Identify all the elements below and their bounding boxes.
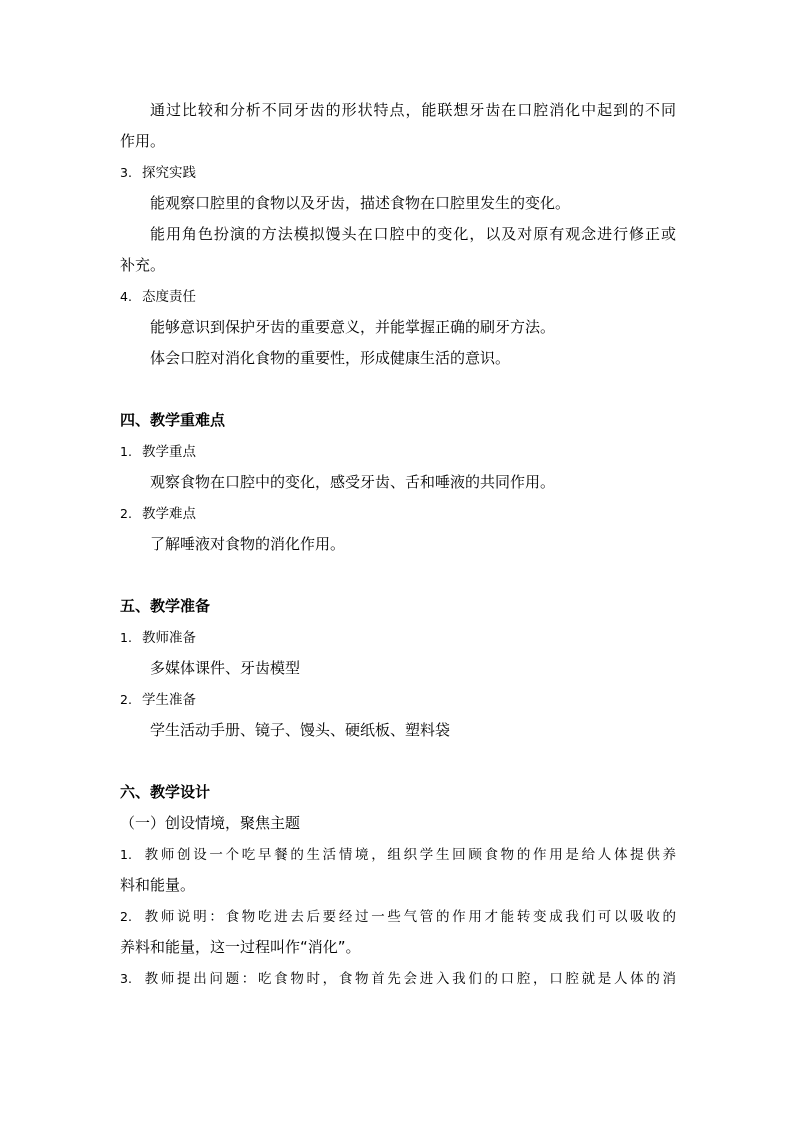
s6-p1-line1	[120, 839, 676, 870]
s6-p3-line1	[120, 963, 676, 994]
s6-p2-line2: 养料和能量，这一过程叫作“消化”。	[120, 938, 361, 956]
paragraph-feel: 体会口腔对消化食物的重要性，形成健康生活的意识。	[150, 349, 511, 367]
spacer	[120, 746, 676, 777]
paragraph-compare-line2: 作用。	[120, 132, 166, 150]
s4-item2-number: 2.	[120, 506, 132, 521]
s4-item2-title: 教学难点	[142, 506, 196, 522]
s6-p1-text1: 教师创设一个吃早餐的生活情境，组织学生回顾食物的作用是给人体提供养	[142, 847, 676, 863]
s5-item1-title: 教师准备	[142, 630, 196, 646]
item4-title: 态度责任	[142, 289, 196, 305]
s4-item2-text: 了解唾液对食物的消化作用。	[150, 535, 346, 553]
section4-heading: 四、教学重难点	[120, 411, 226, 429]
spacer	[120, 560, 676, 591]
s6-subheading: （一）创设情境，聚焦主题	[120, 814, 301, 832]
s4-item1-title: 教学重点	[142, 444, 196, 460]
s5-item1-text: 多媒体课件、牙齿模型	[150, 659, 301, 677]
section5-heading: 五、教学准备	[120, 597, 211, 615]
item4-number: 4.	[120, 289, 132, 304]
s6-p3-number: 3.	[120, 971, 132, 986]
s5-item2-title: 学生准备	[142, 692, 196, 708]
s6-p2-text1: 教师说明：食物吃进去后要经过一些气管的作用才能转变成我们可以吸收的	[142, 909, 676, 925]
s5-item2-heading	[120, 684, 676, 715]
item3-title: 探究实践	[142, 165, 196, 181]
s5-item1-heading	[120, 622, 676, 653]
s4-item1-number: 1.	[120, 444, 132, 459]
s6-p2-line1	[120, 901, 676, 932]
item3-number: 3.	[120, 165, 132, 180]
section6-heading: 六、教学设计	[120, 783, 211, 801]
s6-p2-number: 2.	[120, 909, 132, 924]
item3-heading	[120, 157, 676, 188]
spacer	[120, 374, 676, 405]
paragraph-aware: 能够意识到保护牙齿的重要意义，并能掌握正确的刷牙方法。	[150, 318, 556, 336]
paragraph-roleplay-line1: 能用角色扮演的方法模拟馒头在口腔中的变化，以及对原有观念进行修正或	[150, 225, 676, 243]
paragraph-compare-line1: 通过比较和分析不同牙齿的形状特点，能联想牙齿在口腔消化中起到的不同	[150, 101, 676, 119]
s4-item2-heading	[120, 498, 676, 529]
s5-item2-number: 2.	[120, 692, 132, 707]
paragraph-observe: 能观察口腔里的食物以及牙齿，描述食物在口腔里发生的变化。	[150, 194, 571, 212]
s5-item2-text: 学生活动手册、镜子、馒头、硬纸板、塑料袋	[150, 721, 451, 739]
s4-item1-heading	[120, 436, 676, 467]
paragraph-roleplay-line2: 补充。	[120, 256, 166, 274]
s6-p3-text1: 教师提出问题：吃食物时，食物首先会进入我们的口腔，口腔就是人体的消	[142, 971, 676, 987]
s4-item1-text: 观察食物在口腔中的变化，感受牙齿、舌和唾液的共同作用。	[150, 473, 556, 491]
item4-heading	[120, 281, 676, 312]
document-page	[120, 95, 676, 994]
s5-item1-number: 1.	[120, 630, 132, 645]
s6-p1-line2: 料和能量。	[120, 876, 196, 894]
s6-p1-number: 1.	[120, 847, 132, 862]
